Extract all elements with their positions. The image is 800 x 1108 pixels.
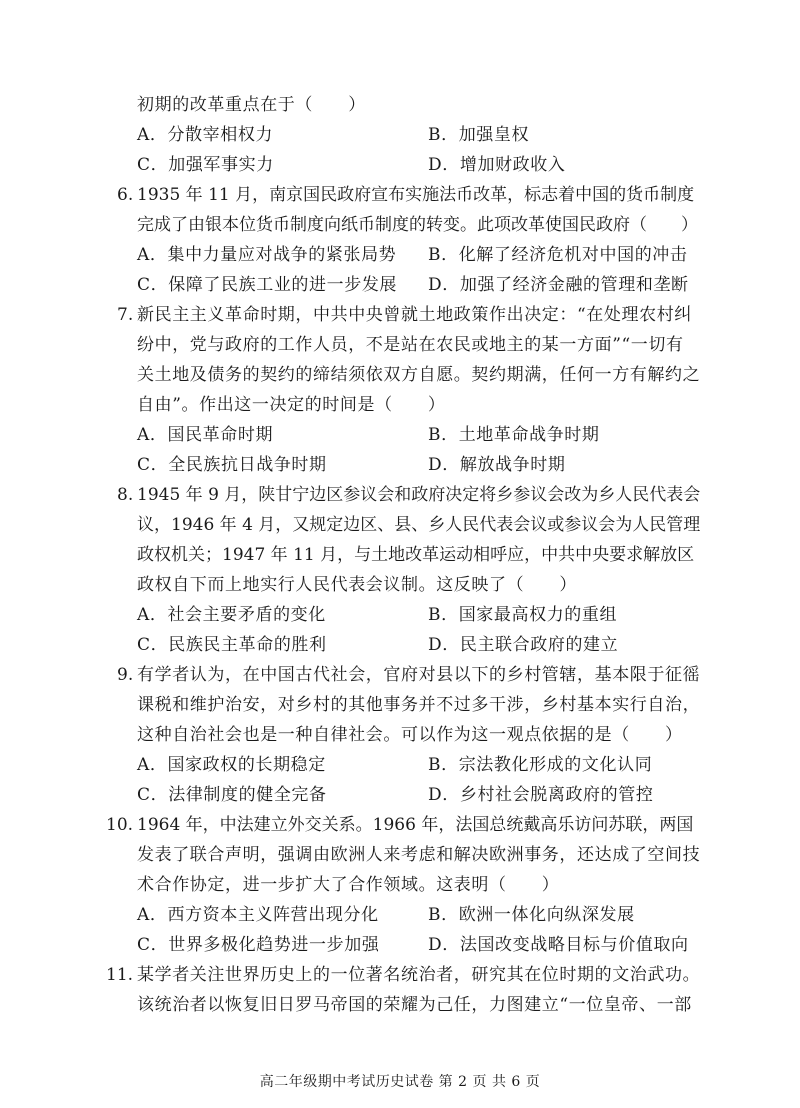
- option-letter: A．: [137, 425, 168, 445]
- q6-option-c: [137, 273, 397, 297]
- q8-line-4: 政权自下而上地实行人民代表会议制。这反映了（ ）: [137, 575, 577, 595]
- option-letter: D．: [428, 275, 460, 295]
- option-letter: C．: [137, 935, 169, 955]
- option-letter: D．: [428, 455, 460, 475]
- q8-line-2: 议，1946 年 4 月，又规定边区、县、乡人民代表会议或参议会为人民管理: [137, 515, 701, 535]
- q5-option-d: [428, 153, 565, 177]
- option-letter: D．: [428, 935, 460, 955]
- q8-option-c: [137, 633, 327, 657]
- option-letter: B．: [428, 755, 459, 775]
- q7-option-d: [428, 453, 565, 477]
- option-text: 国家政权的长期稳定: [167, 755, 326, 775]
- q5-option-b: [428, 123, 529, 147]
- q9-option-a: [137, 753, 326, 777]
- q11-number: 11.: [106, 965, 134, 985]
- q6-line-2: 完成了由银本位货币制度向纸币制度的转变。此项改革使国民政府（ ）: [137, 215, 698, 235]
- q6-option-d: [428, 273, 689, 297]
- option-text: 民主联合政府的建立: [459, 635, 619, 655]
- q7-line-3: 关土地及债务的契约的缔结须依双方自愿。契约期满，任何一方有解约之: [137, 365, 701, 385]
- option-letter: B．: [428, 605, 459, 625]
- option-letter: A．: [137, 905, 168, 925]
- q7-line-1: 新民主主义革命时期，中共中央曾就土地政策作出决定：“在处理农村纠: [137, 305, 692, 325]
- q10-number: 10.: [106, 815, 134, 835]
- option-letter: B．: [428, 905, 459, 925]
- option-text: 宗法教化形成的文化认同: [458, 755, 653, 775]
- q10-option-b: [428, 903, 635, 927]
- q7-option-a: [137, 423, 273, 447]
- option-letter: C．: [137, 635, 169, 655]
- option-letter: C．: [137, 155, 169, 175]
- option-text: 加强军事实力: [168, 155, 274, 175]
- q10-line-2: 发表了联合声明，强调由欧洲人来考虑和解决欧洲事务，还达成了空间技: [137, 845, 701, 865]
- option-text: 民族民主革命的胜利: [168, 635, 327, 655]
- q7-option-b: [428, 423, 600, 447]
- option-text: 全民族抗日战争时期: [168, 455, 327, 475]
- option-letter: D．: [428, 155, 460, 175]
- option-letter: B．: [428, 125, 459, 145]
- option-letter: D．: [428, 635, 460, 655]
- q7-line-2: 纷中，党与政府的工作人员，不是站在农民或地主的某一方面”“一切有: [137, 335, 684, 355]
- option-letter: C．: [137, 455, 169, 475]
- q10-option-d: [428, 933, 689, 957]
- option-text: 国家最高权力的重组: [458, 605, 618, 625]
- option-letter: A．: [137, 605, 168, 625]
- q7-line-4: 自由”。作出这一决定的时间是（ ）: [137, 395, 446, 415]
- q8-line-3: 政权机关；1947 年 11 月，与土地改革运动相呼应，中共中央要求解放区: [137, 545, 695, 565]
- q10-option-c: [137, 933, 379, 957]
- q9-option-d: [428, 783, 653, 807]
- option-text: 世界多极化趋势进一步加强: [168, 935, 380, 955]
- q5-option-a: [137, 123, 273, 147]
- q10-line-3: 术合作协定，进一步扩大了合作领域。这表明（ ）: [137, 875, 560, 895]
- option-text: 解放战争时期: [459, 455, 566, 475]
- q10-option-a: [137, 903, 379, 927]
- option-text: 法律制度的健全完备: [168, 785, 327, 805]
- q8-line-1: 1945 年 9 月，陕甘宁边区参议会和政府决定将乡参议会改为乡人民代表会: [137, 485, 701, 505]
- option-text: 土地革命战争时期: [458, 425, 600, 445]
- q10-line-1: 1964 年，中法建立外交关系。1966 年，法国总统戴高乐访问苏联，两国: [137, 815, 694, 835]
- q8-option-b: [428, 603, 617, 627]
- option-letter: A．: [137, 125, 168, 145]
- q11-line-2: 该统治者以恢复旧日罗马帝国的荣耀为己任，力图建立“一位皇帝、一部: [137, 995, 692, 1015]
- q7-option-c: [137, 453, 327, 477]
- option-letter: A．: [137, 245, 168, 265]
- option-text: 法国改变战略目标与价值取向: [459, 935, 689, 955]
- q5-option-c: [137, 153, 274, 177]
- option-letter: C．: [137, 785, 169, 805]
- option-text: 化解了经济危机对中国的冲击: [458, 245, 688, 265]
- q6-line-1: 1935 年 11 月，南京国民政府宣布实施法币改革，标志着中国的货币制度: [137, 185, 695, 205]
- q6-option-b: [428, 243, 688, 267]
- q6-number: 6.: [117, 185, 134, 205]
- option-text: 西方资本主义阵营出现分化: [167, 905, 379, 925]
- q8-number: 8.: [117, 485, 134, 505]
- option-text: 国民革命时期: [167, 425, 274, 445]
- option-text: 加强皇权: [458, 125, 530, 145]
- q11-line-1: 某学者关注世界历史上的一位著名统治者，研究其在位时期的文治武功。: [137, 965, 701, 985]
- q9-number: 9.: [117, 665, 134, 685]
- q9-line-1: 有学者认为，在中国古代社会，官府对县以下的乡村管辖，基本限于征徭: [137, 665, 701, 685]
- q9-option-c: [137, 783, 327, 807]
- q9-option-b: [428, 753, 652, 777]
- option-text: 增加财政收入: [459, 155, 566, 175]
- option-text: 欧洲一体化向纵深发展: [458, 905, 635, 925]
- option-text: 加强了经济金融的管理和垄断: [459, 275, 689, 295]
- page-footer: 高二年级期中考试历史试卷 第 2 页 共 6 页: [259, 1074, 541, 1090]
- q8-option-a: [137, 603, 326, 627]
- q7-number: 7.: [117, 305, 134, 325]
- option-letter: D．: [428, 785, 460, 805]
- q6-option-a: [137, 243, 396, 267]
- option-text: 乡村社会脱离政府的管控: [459, 785, 654, 805]
- q8-option-d: [428, 633, 618, 657]
- q9-line-3: 这种自治社会也是一种自律社会。可以作为这一观点依据的是（ ）: [137, 725, 683, 745]
- q9-line-2: 课税和维护治安，对乡村的其他事务并不过多干涉，乡村基本实行自治，: [137, 695, 701, 715]
- option-letter: C．: [137, 275, 169, 295]
- option-text: 分散宰相权力: [167, 125, 274, 145]
- option-text: 保障了民族工业的进一步发展: [168, 275, 398, 295]
- option-letter: B．: [428, 245, 459, 265]
- option-text: 社会主要矛盾的变化: [167, 605, 326, 625]
- q5-continuation: 初期的改革重点在于（ ）: [137, 95, 366, 115]
- option-letter: A．: [137, 755, 168, 775]
- option-letter: B．: [428, 425, 459, 445]
- option-text: 集中力量应对战争的紧张局势: [167, 245, 397, 265]
